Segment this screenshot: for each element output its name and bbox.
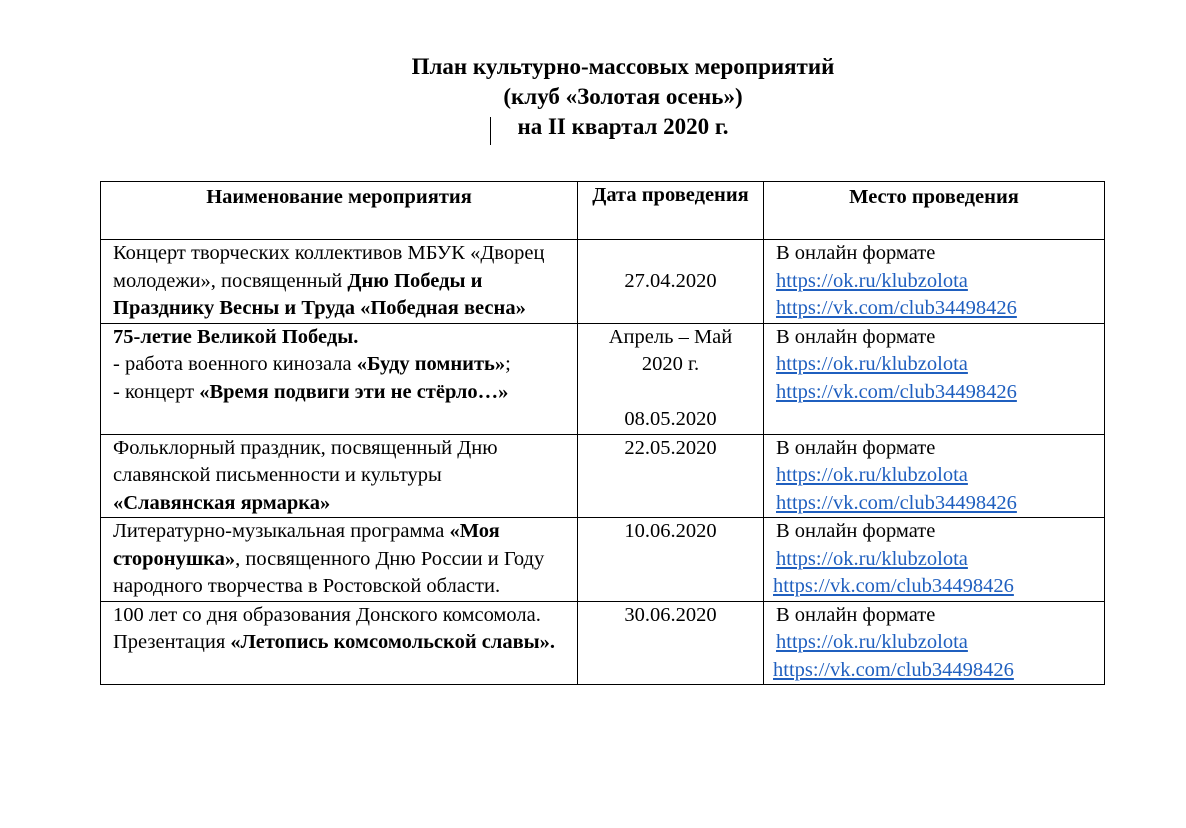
- event-date: 30.06.2020: [578, 601, 764, 685]
- vk-link[interactable]: https://vk.com/club34498426: [776, 491, 1017, 514]
- ok-link[interactable]: https://ok.ru/klubzolota: [776, 464, 968, 486]
- event-place: В онлайн формате https://ok.ru/klubzolota https://vk.com/club34498426: [764, 434, 1105, 518]
- header-place: Место проведения: [764, 182, 1105, 240]
- event-name: Литературно-музыкальная программа «Моя сторонушка», посвященного Дню России и Году народного творчества в Ростовской области.: [101, 518, 578, 602]
- ok-link[interactable]: https://ok.ru/klubzolota: [776, 353, 968, 375]
- event-place: В онлайн формате https://ok.ru/klubzolota https://vk.com/club34498426: [764, 601, 1105, 685]
- event-name: 75-летие Великой Победы. - работа военного кинозала «Буду помнить»; - концерт «Время подвиги эти не стёрло…»: [101, 323, 578, 434]
- event-date: 22.05.2020: [578, 434, 764, 518]
- ok-link[interactable]: https://ok.ru/klubzolota: [776, 631, 968, 653]
- event-place: В онлайн формате https://ok.ru/klubzolota https://vk.com/club34498426: [764, 240, 1105, 324]
- document-title: [30, 52, 1186, 142]
- event-date: 10.06.2020: [578, 518, 764, 602]
- table-header-row: [101, 182, 1105, 240]
- vk-link[interactable]: https://vk.com/club34498426: [776, 380, 1017, 403]
- event-date: 27.04.2020: [578, 240, 764, 324]
- table-row: [101, 323, 1105, 434]
- text-cursor: [490, 117, 491, 145]
- event-place: В онлайн формате https://ok.ru/klubzolota https://vk.com/club34498426: [764, 323, 1105, 434]
- ok-link[interactable]: https://ok.ru/klubzolota: [776, 269, 968, 292]
- ok-link[interactable]: https://ok.ru/klubzolota: [776, 547, 968, 570]
- table-row: [101, 240, 1105, 324]
- event-name: Фольклорный праздник, посвященный Дню славянской письменности и культуры «Славянская ярмарка»: [101, 434, 578, 518]
- event-place: В онлайн формате https://ok.ru/klubzolota https://vk.com/club34498426: [764, 518, 1105, 602]
- vk-link[interactable]: https://vk.com/club34498426: [773, 575, 1014, 597]
- header-date: Дата проведения: [578, 182, 764, 240]
- events-table: [100, 181, 1105, 685]
- title-line-2: (клуб «Золотая осень»): [503, 84, 743, 109]
- table-row: [101, 601, 1105, 685]
- vk-link[interactable]: https://vk.com/club34498426: [776, 297, 1017, 319]
- header-name: Наименование мероприятия: [101, 182, 578, 240]
- event-date: Апрель – Май 2020 г. 08.05.2020: [578, 323, 764, 434]
- table-row: [101, 518, 1105, 602]
- title-line-3: на II квартал 2020 г.: [517, 114, 729, 139]
- event-name: Концерт творческих коллективов МБУК «Дворец молодежи», посвященный Дню Победы и Празднику Весны и Труда «Победная весна»: [101, 240, 578, 324]
- table-row: [101, 434, 1105, 518]
- event-name: 100 лет со дня образования Донского комсомола. Презентация «Летопись комсомольской славы».: [101, 601, 578, 685]
- title-line-1: План культурно-массовых мероприятий: [411, 54, 835, 79]
- vk-link[interactable]: https://vk.com/club34498426: [773, 658, 1014, 681]
